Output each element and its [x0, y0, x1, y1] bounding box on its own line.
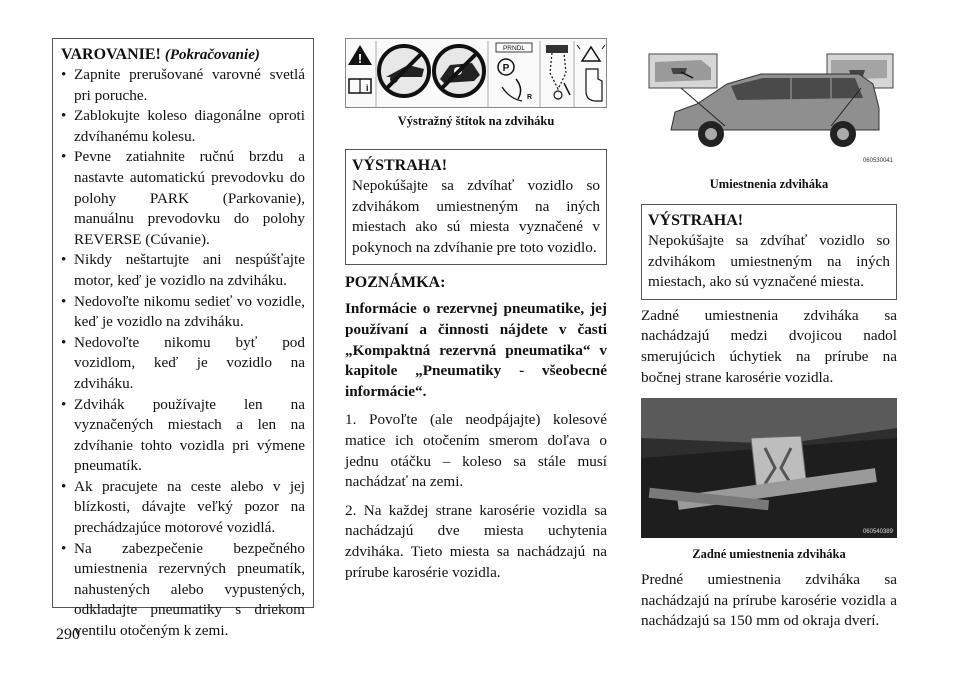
caution-text: Nepokúšajte sa zdvíhať vozidlo so zdvihákom umiestneným na iných miestach ako sú miesta vyznačené v pokynoch na zdvíhanie pre toto vozidlo.: [352, 177, 600, 256]
bullet-item: • Nedovoľte nikomu byť pod vozidlom, keď je vozidlo na zdviháku.: [61, 333, 305, 395]
rear-jack-photo: [641, 398, 897, 538]
bullet-item: • Nikdy neštartujte ani nespúšťajte motor, keď je vozidlo na zdviháku.: [61, 250, 305, 291]
rear-jack-paragraph: Zadné umiestnenia zdviháka sa nachádzajú medzi dvojicou nadol smerujúcich úchytiek na prírube na bočnej strane karosérie vozidla.: [641, 306, 897, 386]
park-gear-icon: [496, 43, 532, 101]
warning-bullet-list: [61, 65, 305, 642]
caution-box: [345, 149, 607, 265]
jack-locations-caption: Umiestnenia zdviháka: [709, 177, 829, 191]
warning-title: VAROVANIE!: [61, 46, 161, 63]
no-person-in-car-icon: [434, 46, 484, 96]
reverse-letter: R: [527, 94, 533, 101]
no-person-under-car-icon: [379, 46, 429, 96]
bullet-item: • Zablokujte koleso diagonálne oproti zdvíhanému kolesu.: [61, 106, 305, 147]
page-number: 290: [56, 626, 80, 643]
jack-locations-figure: [641, 38, 897, 166]
warning-label-caption: Výstražný štítok na zdviháku: [397, 114, 555, 128]
bullet-item: • Nedovoľte nikomu sedieť vo vozidle, keď je vozidlo na zdviháku.: [61, 292, 305, 333]
jack-warning-label-image: [345, 38, 607, 108]
bullet-item: • Ak pracujete na ceste alebo v jej blízkosti, dávajte veľký pozor na prechádzajúce motorové vozidlá.: [61, 477, 305, 539]
bullet-item: • Zdvihák používajte len na vyznačených miestach a len na zdvíhanie tohto vozidla pri výmene pneumatík.: [61, 395, 305, 477]
front-jack-inset: [649, 54, 717, 88]
park-letter: P: [502, 63, 510, 74]
caution-text-right: Nepokúšajte sa zdvíhať vozidlo so zdvihákom umiestneným na iných miestach, ako sú vyznačené miesta.: [648, 232, 890, 291]
rear-jack-image: [641, 398, 897, 538]
bullet-item: • Zapnite prerušované varovné svetlá pri poruche.: [61, 65, 305, 106]
jack-position-icon: [546, 45, 570, 99]
warning-heading: [61, 45, 305, 65]
front-jack-paragraph: Predné umiestnenia zdviháka sa nachádzajú na prírube karosérie vozidla a nachádzajú sa 150 mm od okraja dverí.: [641, 571, 897, 630]
note-text: Informácie o rezervnej pneumatike, jej používaní a činnosti nájdete v časti „Kompaktná rezervná pneumatika“ v kapitole „Pneumatiky - všeobecné informácie“.: [345, 300, 607, 400]
figure-code: 060530041: [862, 158, 893, 164]
note-title: POZNÁMKA:: [345, 274, 446, 292]
warning-subtitle: (Pokračovanie): [164, 47, 260, 63]
hazard-lights-icon: [577, 45, 605, 101]
caution-title-right: VÝSTRAHA!: [648, 212, 744, 229]
car-side-image: [641, 38, 897, 162]
right-column: [641, 38, 897, 632]
manual-book-icon: [349, 79, 371, 93]
warning-label-pictograms: [346, 39, 608, 109]
rear-jack-caption: Zadné umiestnenia zdviháka: [692, 547, 846, 562]
middle-column: [345, 38, 607, 583]
prndl-text: PRNDL: [502, 45, 526, 52]
warning-triangle-icon: [348, 45, 372, 66]
bullet-item: • Na zabezpečenie bezpečného umiestnenia rezervných pneumatík, nahustených alebo vypustených, odkladajte pneumatiky s driekom ventilu otočeným k zemi.: [61, 539, 305, 642]
bullet-item: • Pevne zatiahnite ručnú brzdu a nastavte automatickú prevodovku do polohy PARK (Parkovanie), manuálnu prevodovku do polohy REVERSE (Cúvanie).: [61, 147, 305, 250]
figure-code-jack: 060540389: [862, 529, 893, 536]
step-1-paragraph: 1. Povoľte (ale neodpájajte) kolesové matice ich otočením smerom doľava o jednu otáčku – koleso sa stále musí nachádzať na zemi.: [345, 411, 607, 491]
caution-title: VÝSTRAHA!: [352, 157, 448, 174]
caution-box-right: [641, 204, 897, 300]
svg-text:i: i: [366, 83, 369, 93]
svg-text:!: !: [357, 51, 363, 66]
step-2-paragraph: 2. Na každej strane karosérie vozidla sa nachádzajú dve miesta uchytenia zdviháka. Tieto miesta sa nachádzajú na prírube karosérie vozidla.: [345, 501, 607, 581]
